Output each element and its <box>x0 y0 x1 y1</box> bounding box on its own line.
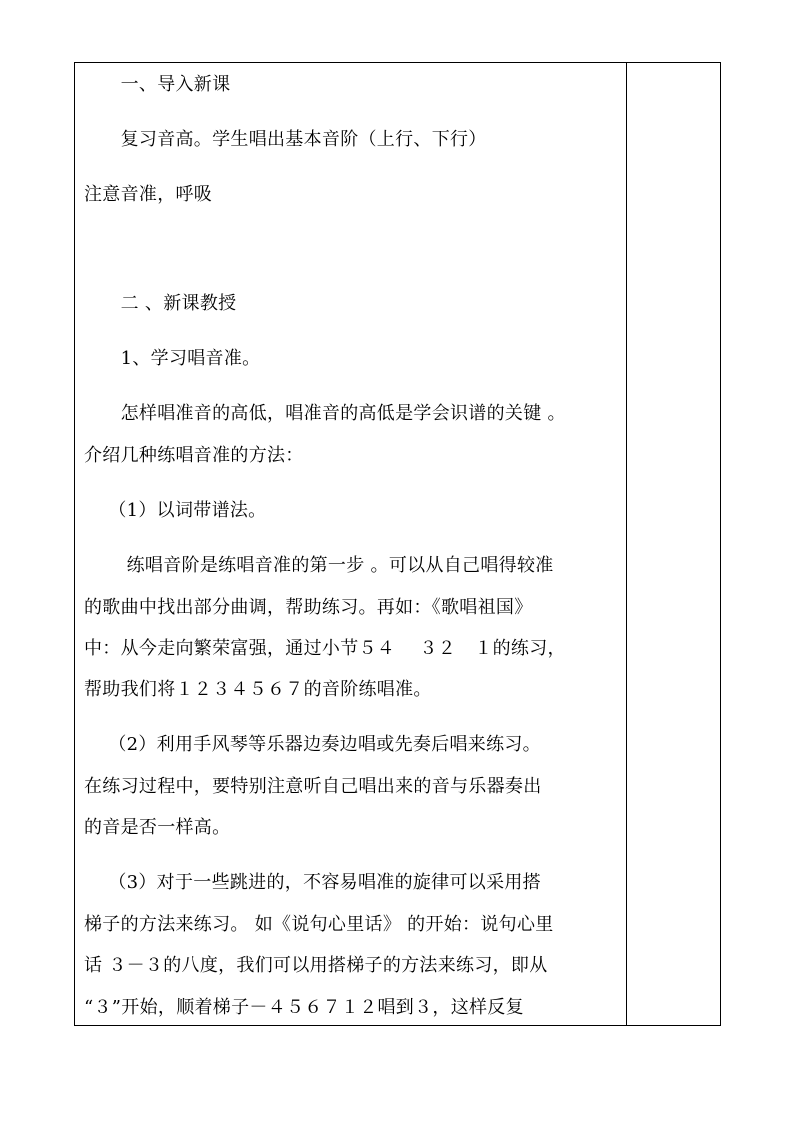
text-line: 怎样唱准音的高低，唱准音的高低是学会识谱的关键 。 <box>84 403 566 424</box>
text-line: 的歌曲中找出部分曲调，帮助练习。再如：《歌唱祖国》 <box>84 597 533 618</box>
text-line: “３”开始，顺着梯子－４５６７１２唱到３，这样反复 <box>84 997 524 1018</box>
heading-intro: 一、导入新课 <box>84 74 231 95</box>
subheading: 1、学习唱音准。 <box>84 348 261 369</box>
text-line: 梯子的方法来练习。 如《说句心里话》 的开始：说句心里 <box>84 914 554 935</box>
method-heading: （3）对于一些跳进的，不容易唱准的旋律可以采用搭 <box>84 872 541 893</box>
text-line: 练唱音阶是练唱音准的第一步 。可以从自己唱得较准 <box>84 555 554 576</box>
text-line: 复习音高。学生唱出基本音阶（上行、下行） <box>84 129 487 150</box>
text-line: 注意音准，呼吸 <box>84 184 213 205</box>
text-line: 话 ３－３的八度，我们可以用搭梯子的方法来练习，即从 <box>84 955 548 976</box>
notes-cell <box>627 63 720 1025</box>
text-line: 帮助我们将１２３４５６７的音阶练唱准。 <box>84 679 432 700</box>
text-line: 的音是否一样高。 <box>84 817 231 838</box>
method-heading: （2）利用手风琴等乐器边奏边唱或先奏后唱来练习。 <box>84 734 541 755</box>
text-line: 中：从今走向繁荣富强，通过小节５４ ３２ １的练习， <box>84 638 566 659</box>
method-heading: （1）以词带谱法。 <box>84 500 267 521</box>
heading-new-lesson: 二 、新课教授 <box>84 293 237 314</box>
text-line: 介绍几种练唱音准的方法： <box>84 445 304 466</box>
text-line: 在练习过程中，要特别注意听自己唱出来的音与乐器奏出 <box>84 776 542 797</box>
